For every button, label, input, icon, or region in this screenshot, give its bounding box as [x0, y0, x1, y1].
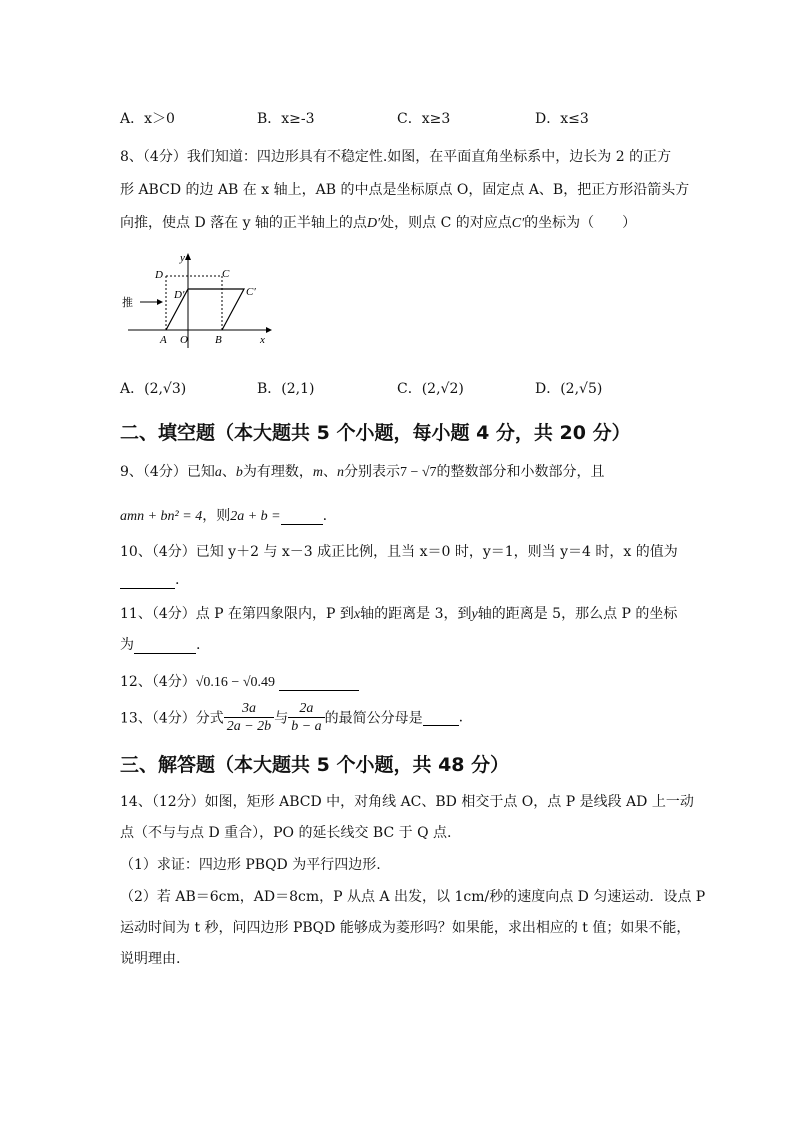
- q8-line2: 形 ABCD 的边 AB 在 x 轴上，AB 的中点是坐标原点 O，固定点 A、B，把正方形沿箭头方: [120, 182, 690, 198]
- y-axis-arrow: [185, 253, 191, 260]
- q11-answer-blank[interactable]: [134, 637, 196, 654]
- q11-line2: 为 .: [120, 637, 201, 653]
- q7-option-c: C．x≥3: [397, 111, 451, 127]
- q7-option-b: B．x≥-3: [257, 111, 315, 127]
- q12-line: 12、（4分）√0.16 − √0.49: [120, 671, 359, 691]
- q13-fraction2: $\frac{2a}{b - a}$: [288, 700, 324, 735]
- q9-line2: amn + bn² = 4，则2a + b = .: [120, 508, 328, 524]
- q14-part2-line1: （2）若 AB＝6cm，AD＝8cm，P 从点 A 出发，以 1cm/秒的速度向点 D 匀速运动．设点 P: [120, 889, 706, 905]
- q8-line3: 向推，使点 D 落在 y 轴的正半轴上的点D′处，则点 C 的对应点C′的坐标为（ ）: [120, 215, 637, 231]
- q9-answer-blank[interactable]: [281, 508, 323, 525]
- label-x: x: [260, 334, 265, 346]
- q10-line1: 10、（4分）已知 y＋2 与 x－3 成正比例，且当 x＝0 时，y＝1，则当 y＝4 时，x 的值为: [120, 544, 678, 560]
- q10-answer-blank[interactable]: [120, 572, 175, 589]
- q12-expression: √0.16 − √0.49: [195, 675, 275, 690]
- q7-option-d: D．x≤3: [535, 111, 589, 127]
- push-arrow-head: [157, 299, 163, 305]
- label-D: D: [155, 269, 163, 281]
- q14-line2: 点（不与与点 D 重合），PO 的延长线交 BC 于 Q 点.: [120, 825, 452, 841]
- q10-line2: .: [120, 572, 179, 589]
- q14-part2-line3: 说明理由.: [120, 951, 181, 967]
- q8-figure: [118, 250, 278, 360]
- d-prime-label: D′: [366, 216, 381, 231]
- q13-fraction1: $\frac{3a}{2a - 2b}$: [224, 700, 274, 735]
- q9-expr1: 7 − √7: [399, 465, 437, 480]
- label-O: O: [180, 334, 188, 346]
- q9-line1: 9、（4分）已知a、b为有理数，m、n分别表示7 − √7的整数部分和小数部分，且: [120, 464, 605, 480]
- q14-part2-line2: 运动时间为 t 秒，问四边形 PBQD 能够成为菱形吗？如果能，求出相应的 t 值；如果不能，: [120, 920, 691, 936]
- q13-line: 13、（4分）分式 $\frac{3a}{2a - 2b}$ 与 $\frac{2a}{b - a}$ 的最简公分母是 .: [120, 701, 464, 734]
- q8-option-d: D．(2,√5): [535, 381, 603, 397]
- q8-option-b: B．(2,1): [257, 381, 315, 397]
- q9-equation: amn + bn² = 4: [120, 509, 203, 524]
- label-C: C: [222, 268, 230, 280]
- q7-option-a: A．x＞0: [120, 111, 175, 127]
- q11-line1: 11、（4分）点 P 在第四象限内，P 到x轴的距离是 3，到y轴的距离是 5，那么点 P 的坐标: [120, 606, 678, 622]
- x-axis-arrow: [266, 327, 272, 333]
- q13-answer-blank[interactable]: [423, 709, 459, 726]
- q12-answer-blank[interactable]: [279, 674, 359, 691]
- label-B: B: [215, 334, 222, 346]
- q14-part1: （1）求证：四边形 PBQD 为平行四边形.: [120, 857, 381, 873]
- label-A: A: [160, 334, 167, 346]
- q8-option-a: A．(2,√3): [120, 381, 187, 397]
- label-Cprime: C′: [246, 286, 256, 298]
- q14-line1: 14、（12分）如图，矩形 ABCD 中，对角线 AC、BD 相交于点 O，点 P 是线段 AD 上一动: [120, 794, 694, 810]
- section2-heading: 二、填空题（本大题共 5 个小题，每小题 4 分，共 20 分）: [120, 422, 631, 444]
- label-Dprime: D′: [174, 289, 185, 301]
- q8-option-c: C．(2,√2): [397, 381, 464, 397]
- c-prime-label: C′: [511, 216, 525, 231]
- label-push: 推: [122, 297, 133, 309]
- label-y: y: [180, 252, 185, 264]
- q8-line1: 8、（4分）我们知道：四边形具有不稳定性.如图，在平面直角坐标系中，边长为 2 的正方: [120, 149, 672, 165]
- section3-heading: 三、解答题（本大题共 5 个小题，共 48 分）: [120, 754, 510, 776]
